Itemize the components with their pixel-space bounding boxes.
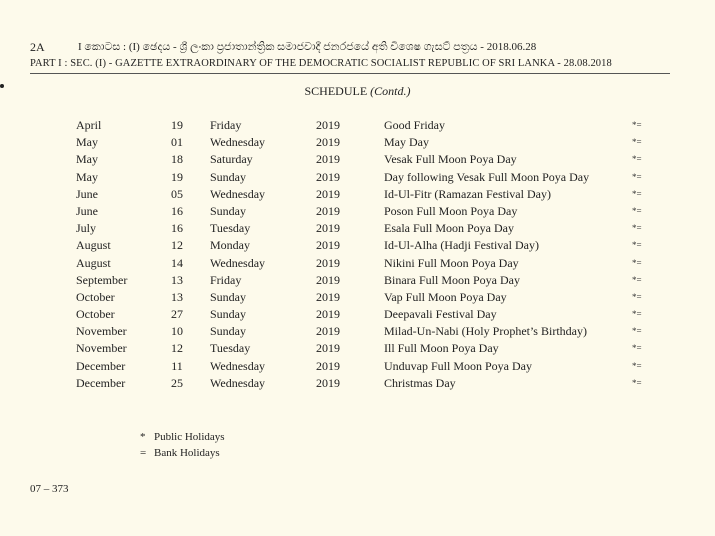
month-cell: May	[76, 135, 98, 150]
day-cell: 19	[171, 169, 183, 184]
holiday-name-cell: Vesak Full Moon Poya Day	[384, 152, 517, 167]
year-cell: 2019	[316, 375, 340, 390]
table-row	[0, 323, 715, 340]
year-cell: 2019	[316, 203, 340, 218]
month-cell: December	[76, 375, 126, 390]
day-cell: 19	[171, 118, 183, 132]
month-cell: June	[76, 186, 98, 201]
table-row	[0, 306, 715, 323]
bank-holiday-label: Bank Holidays	[154, 447, 220, 459]
month-cell: May	[76, 169, 98, 184]
table-row	[0, 375, 715, 392]
holiday-name-cell: Poson Full Moon Poya Day	[384, 203, 518, 218]
table-row	[0, 237, 715, 254]
holiday-name-cell: Vap Full Moon Poya Day	[384, 289, 507, 304]
month-cell: October	[76, 289, 115, 304]
table-row	[0, 117, 715, 134]
holiday-type-mark: *=	[632, 309, 642, 320]
month-cell: October	[76, 307, 115, 322]
month-cell: December	[76, 358, 126, 373]
table-row	[0, 255, 715, 272]
weekday-cell: Wednesday	[210, 358, 266, 373]
header-english: PART I : SEC. (I) - GAZETTE EXTRAORDINARY OF THE DEMOCRATIC SOCIALIST REPUBLIC OF SRI LANKA - 28.08.2018	[30, 58, 612, 69]
day-cell: 05	[171, 186, 183, 201]
public-holiday-label: Public Holidays	[154, 431, 225, 443]
holiday-type-mark: *=	[632, 120, 642, 130]
holiday-name-cell: Milad-Un-Nabi (Holy Prophet’s Birthday)	[384, 324, 587, 339]
day-cell: 11	[171, 358, 183, 373]
table-row	[0, 289, 715, 306]
footer-code: 07 – 373	[30, 483, 69, 495]
weekday-cell: Wednesday	[210, 135, 266, 150]
header-rule	[30, 73, 670, 74]
year-cell: 2019	[316, 307, 340, 322]
legend-bank-holidays	[140, 446, 220, 461]
weekday-cell: Tuesday	[210, 341, 251, 356]
weekday-cell: Wednesday	[210, 186, 266, 201]
holiday-type-mark: *=	[632, 154, 642, 165]
year-cell: 2019	[316, 341, 340, 356]
weekday-cell: Sunday	[210, 307, 246, 322]
year-cell: 2019	[316, 152, 340, 167]
month-cell: July	[76, 221, 97, 236]
year-cell: 2019	[316, 221, 340, 236]
holiday-type-mark: *=	[632, 343, 642, 354]
weekday-cell: Sunday	[210, 289, 246, 304]
month-cell: April	[76, 118, 102, 132]
table-row	[0, 220, 715, 237]
public-holiday-symbol: *	[140, 431, 146, 443]
holiday-type-mark: *=	[632, 377, 642, 388]
year-cell: 2019	[316, 135, 340, 150]
holiday-type-mark: *=	[632, 223, 642, 234]
holiday-type-mark: *=	[632, 291, 642, 302]
holiday-type-mark: *=	[632, 360, 642, 371]
table-row	[0, 134, 715, 151]
year-cell: 2019	[316, 186, 340, 201]
weekday-cell: Friday	[210, 272, 242, 287]
holiday-type-mark: *=	[632, 326, 642, 337]
year-cell: 2019	[316, 118, 340, 132]
weekday-cell: Saturday	[210, 152, 253, 167]
year-cell: 2019	[316, 272, 340, 287]
month-cell: September	[76, 272, 128, 287]
day-cell: 14	[171, 255, 183, 270]
table-row	[0, 358, 715, 375]
day-cell: 10	[171, 324, 183, 339]
table-row	[0, 186, 715, 203]
weekday-cell: Sunday	[210, 203, 246, 218]
year-cell: 2019	[316, 289, 340, 304]
month-cell: November	[76, 341, 127, 356]
table-row	[0, 272, 715, 289]
month-cell: August	[76, 255, 111, 270]
table-row	[0, 169, 715, 186]
holiday-name-cell: Esala Full Moon Poya Day	[384, 221, 514, 236]
schedule-title-text: SCHEDULE	[304, 84, 368, 98]
weekday-cell: Tuesday	[210, 221, 251, 236]
holiday-name-cell: Id-Ul-Fitr (Ramazan Festival Day)	[384, 186, 551, 201]
holiday-type-mark: *=	[632, 257, 642, 268]
day-cell: 16	[171, 221, 183, 236]
day-cell: 12	[171, 341, 183, 356]
weekday-cell: Sunday	[210, 324, 246, 339]
legend-public-holidays	[140, 430, 225, 445]
weekday-cell: Monday	[210, 238, 250, 253]
weekday-cell: Sunday	[210, 169, 246, 184]
day-cell: 16	[171, 203, 183, 218]
page-number: 2A	[30, 40, 45, 54]
weekday-cell: Wednesday	[210, 375, 266, 390]
schedule-contd: (Contd.)	[370, 84, 411, 98]
day-cell: 13	[171, 289, 183, 304]
holiday-type-mark: *=	[632, 274, 642, 285]
holiday-name-cell: Christmas Day	[384, 375, 456, 390]
holiday-name-cell: Id-Ul-Alha (Hadji Festival Day)	[384, 238, 539, 253]
holiday-name-cell: Unduvap Full Moon Poya Day	[384, 358, 532, 373]
day-cell: 18	[171, 152, 183, 167]
holiday-type-mark: *=	[632, 240, 642, 251]
year-cell: 2019	[316, 358, 340, 373]
holiday-name-cell: Deepavali Festival Day	[384, 307, 497, 322]
holiday-name-cell: Good Friday	[384, 118, 445, 132]
day-cell: 13	[171, 272, 183, 287]
holiday-type-mark: *=	[632, 188, 642, 199]
day-cell: 12	[171, 238, 183, 253]
holiday-name-cell: Ill Full Moon Poya Day	[384, 341, 499, 356]
weekday-cell: Friday	[210, 118, 242, 132]
month-cell: August	[76, 238, 111, 253]
table-row	[0, 340, 715, 357]
holiday-name-cell: Nikini Full Moon Poya Day	[384, 255, 519, 270]
holiday-type-mark: *=	[632, 137, 642, 148]
holiday-type-mark: *=	[632, 171, 642, 182]
header-sinhala-text: I කොටස : (I) ඡෙදය - ශ්‍රී ලංකා ප්‍රජාතාන්ත්‍රික සමාජවාදී ජනරජයේ අති විශෙෂ ගැසට් පත්‍රය - 2018.06.28	[78, 41, 537, 53]
month-cell: November	[76, 324, 127, 339]
weekday-cell: Wednesday	[210, 255, 266, 270]
day-cell: 27	[171, 307, 183, 322]
table-row	[0, 151, 715, 168]
year-cell: 2019	[316, 169, 340, 184]
year-cell: 2019	[316, 238, 340, 253]
holiday-name-cell: Binara Full Moon Poya Day	[384, 272, 520, 287]
holiday-name-cell: Day following Vesak Full Moon Poya Day	[384, 169, 590, 184]
bank-holiday-symbol: =	[140, 447, 147, 459]
schedule-title	[0, 84, 715, 99]
year-cell: 2019	[316, 324, 340, 339]
year-cell: 2019	[316, 255, 340, 270]
day-cell: 25	[171, 375, 183, 390]
holiday-type-mark: *=	[632, 205, 642, 216]
month-cell: May	[76, 152, 98, 167]
holiday-table	[0, 117, 715, 392]
month-cell: June	[76, 203, 98, 218]
table-row	[0, 203, 715, 220]
day-cell: 01	[171, 135, 183, 150]
holiday-name-cell: May Day	[384, 135, 429, 150]
